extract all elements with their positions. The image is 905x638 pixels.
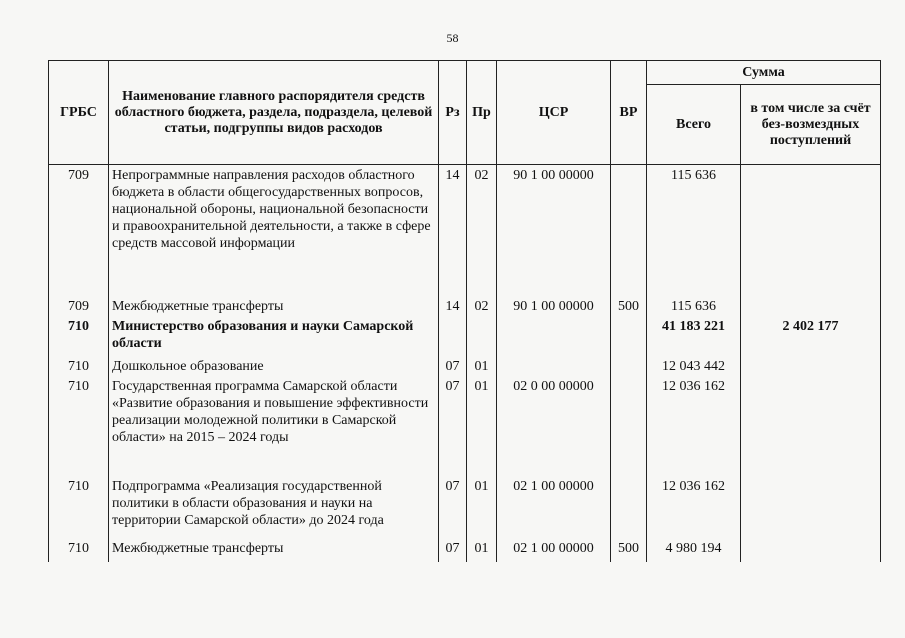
cell-gratuitous: [741, 298, 881, 318]
cell-vr: [611, 478, 647, 540]
header-csr: ЦСР: [497, 61, 611, 165]
cell-csr: 02 0 00 00000: [497, 378, 611, 478]
cell-pr: 02: [467, 298, 497, 318]
table-row: [49, 540, 881, 562]
cell-vr: [611, 165, 647, 298]
cell-total: 12 043 442: [647, 358, 741, 378]
cell-name: Дошкольное образование: [109, 358, 439, 378]
header-pr: Пр: [467, 61, 497, 165]
header-rz: Рз: [439, 61, 467, 165]
cell-csr: 02 1 00 00000: [497, 478, 611, 540]
cell-grbs: 709: [49, 165, 109, 298]
header-gratuitous: в том числе за счёт без-возмездных поступлений: [741, 85, 881, 165]
cell-grbs: 710: [49, 318, 109, 358]
cell-name: Подпрограмма «Реализация государственной политики в области образования и науки на территории Самарской области» до 2024 года: [109, 478, 439, 540]
cell-total: 115 636: [647, 165, 741, 298]
table-row: [49, 378, 881, 478]
cell-total: 41 183 221: [647, 318, 741, 358]
cell-grbs: 710: [49, 378, 109, 478]
cell-name: Межбюджетные трансферты: [109, 540, 439, 562]
cell-grbs: 710: [49, 358, 109, 378]
cell-name: Непрограммные направления расходов областного бюджета в области общегосударственных вопросов, национальной обороны, национальной безопасности и правоохранительной деятельности, а также в сфере средств массовой информации: [109, 165, 439, 298]
cell-name: Министерство образования и науки Самарской области: [109, 318, 439, 358]
cell-vr: [611, 318, 647, 358]
cell-total: 12 036 162: [647, 478, 741, 540]
table-row: [49, 298, 881, 318]
cell-gratuitous: [741, 358, 881, 378]
cell-vr: [611, 378, 647, 478]
header-total: Всего: [647, 85, 741, 165]
page-number: 58: [446, 31, 459, 45]
cell-gratuitous: [741, 378, 881, 478]
cell-rz: [439, 318, 467, 358]
cell-total: 12 036 162: [647, 378, 741, 478]
cell-rz: 07: [439, 478, 467, 540]
table-row: [49, 165, 881, 298]
cell-total: 4 980 194: [647, 540, 741, 562]
table-row: [49, 478, 881, 540]
cell-rz: 14: [439, 165, 467, 298]
cell-name: Межбюджетные трансферты: [109, 298, 439, 318]
cell-rz: 14: [439, 298, 467, 318]
cell-grbs: 710: [49, 540, 109, 562]
cell-rz: 07: [439, 378, 467, 478]
cell-vr: 500: [611, 540, 647, 562]
cell-total: 115 636: [647, 298, 741, 318]
cell-gratuitous: [741, 478, 881, 540]
cell-pr: 01: [467, 378, 497, 478]
cell-csr: [497, 358, 611, 378]
cell-grbs: 710: [49, 478, 109, 540]
header-name: Наименование главного распорядителя средств областного бюджета, раздела, подраздела, целевой статьи, подгруппы видов расходов: [109, 61, 439, 165]
cell-csr: 02 1 00 00000: [497, 540, 611, 562]
cell-pr: 01: [467, 358, 497, 378]
header-sum: Сумма: [647, 61, 881, 85]
cell-pr: 02: [467, 165, 497, 298]
table-row: [49, 318, 881, 358]
cell-gratuitous: [741, 540, 881, 562]
header-vr: ВР: [611, 61, 647, 165]
cell-rz: 07: [439, 358, 467, 378]
header-grbs: ГРБС: [49, 61, 109, 165]
cell-grbs: 709: [49, 298, 109, 318]
cell-name: Государственная программа Самарской области «Развитие образования и повышение эффективности реализации молодежной политики в Самарской области» на 2015 – 2024 годы: [109, 378, 439, 478]
cell-csr: [497, 318, 611, 358]
cell-gratuitous: [741, 165, 881, 298]
cell-csr: 90 1 00 00000: [497, 165, 611, 298]
cell-csr: 90 1 00 00000: [497, 298, 611, 318]
cell-rz: 07: [439, 540, 467, 562]
cell-vr: [611, 358, 647, 378]
cell-gratuitous: 2 402 177: [741, 318, 881, 358]
cell-pr: 01: [467, 478, 497, 540]
table-row: [49, 358, 881, 378]
cell-pr: 01: [467, 540, 497, 562]
cell-vr: 500: [611, 298, 647, 318]
budget-table: [48, 60, 881, 562]
cell-pr: [467, 318, 497, 358]
